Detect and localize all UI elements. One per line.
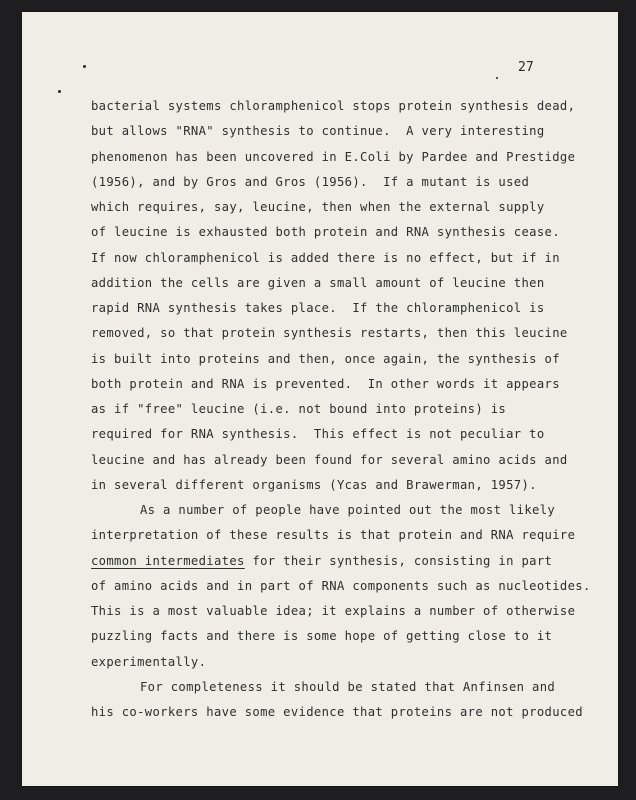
text-line: of amino acids and in part of RNA components such as nucleotides. [91,579,591,593]
text-line: of leucine is exhausted both protein and RNA synthesis cease. [91,225,560,239]
text-line: puzzling facts and there is some hope of getting close to it [91,629,553,643]
body-text [22,12,618,786]
text-line-continuation: for their synthesis, consisting in part [244,554,553,568]
document-page [22,12,618,786]
text-line: required for RNA synthesis. This effect is not peculiar to [91,427,545,441]
text-line: is built into proteins and then, once again, the synthesis of [91,352,560,366]
text-line: which requires, say, leucine, then when the external supply [91,200,545,214]
text-line: addition the cells are given a small amount of leucine then [91,276,545,290]
text-line: (1956), and by Gros and Gros (1956). If a mutant is used [91,175,530,189]
underlined-term: common intermediates [91,554,245,568]
text-line: interpretation of these results is that protein and RNA require [91,528,576,542]
text-line: removed, so that protein synthesis restarts, then this leucine [91,326,568,340]
text-line: bacterial systems chloramphenicol stops protein synthesis dead, [91,99,576,113]
text-line: in several different organisms (Ycas and Brawerman, 1957). [91,478,537,492]
text-line: This is a most valuable idea; it explains a number of otherwise [91,604,576,618]
text-line: experimentally. [91,655,207,669]
paragraph-start-line: As a number of people have pointed out the most likely [140,503,556,517]
text-line: both protein and RNA is prevented. In other words it appears [91,377,560,391]
text-line: but allows "RNA" synthesis to continue. A very interesting [91,124,545,138]
text-line: leucine and has already been found for several amino acids and [91,453,568,467]
text-line: as if "free" leucine (i.e. not bound into proteins) is [91,402,507,416]
text-line: phenomenon has been uncovered in E.Coli by Pardee and Prestidge [91,150,576,164]
text-line: rapid RNA synthesis takes place. If the chloramphenicol is [91,301,545,315]
text-line: If now chloramphenicol is added there is no effect, but if in [91,251,560,265]
text-line: his co-workers have some evidence that proteins are not produced [91,705,583,719]
paragraph-start-line: For completeness it should be stated that Anfinsen and [140,680,556,694]
page-number: 27 [518,60,534,75]
text-line [91,553,552,569]
